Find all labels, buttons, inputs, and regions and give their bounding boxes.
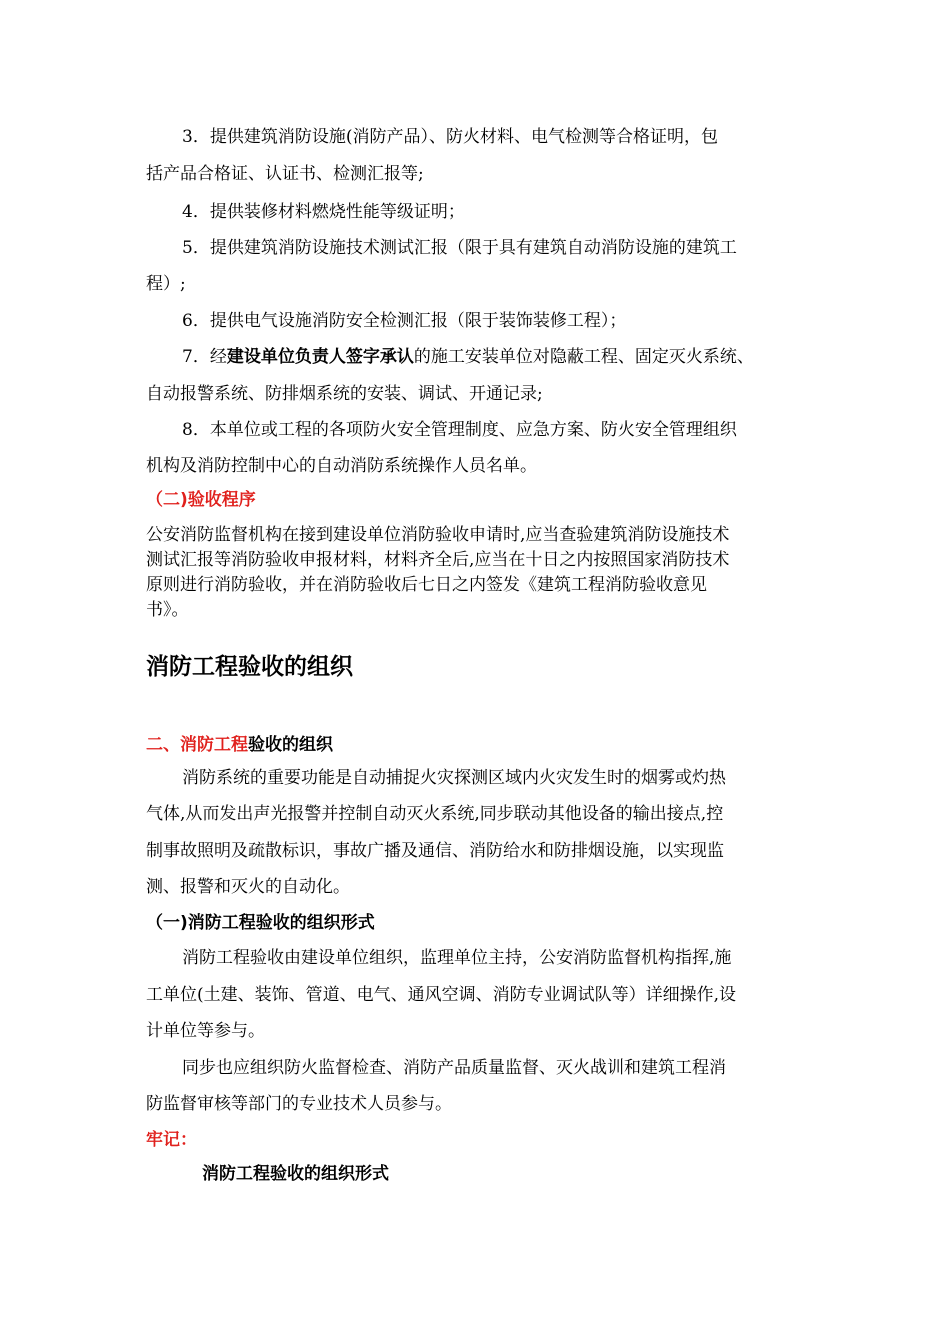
procedure-line-2: 测试汇报等消防验收申报材料，材料齐全后,应当在十日之内按照国家消防技术 [146,550,730,570]
procedure-line-1: 公安消防监督机构在接到建设单位消防验收申请时,应当查验建筑消防设施技术 [146,525,730,545]
list-item-5-line-1: 5．提供建筑消防设施技术测试汇报（限于具有建筑自动消防设施的建筑工 [182,238,737,258]
subsection-one-para1-line-2: 工单位(土建、装饰、管道、电气、通风空调、消防专业调试队等）详细操作,设 [146,985,737,1005]
section-two-para-line-2: 气体,从而发出声光报警并控制自动灭火系统,同步联动其他设备的输出接点,控 [146,804,724,824]
section-procedure-title: （二)验收程序 [146,490,256,510]
list-item-8-line-1: 8．本单位或工程的各项防火安全管理制度、应急方案、防火安全管理组织 [182,420,737,440]
list-item-3-line-2: 括产品合格证、认证书、检测汇报等; [146,164,424,184]
section-two-para-line-1: 消防系统的重要功能是自动捕捉火灾探测区域内火灾发生时的烟雾或灼热 [182,768,726,788]
procedure-line-3: 原则进行消防验收，并在消防验收后七日之内签发《建筑工程消防验收意见 [146,575,707,595]
list-item-7-line-2: 自动报警系统、防排烟系统的安装、调试、开通记录; [146,384,543,404]
list-item-7-suffix: 的施工安装单位对隐蔽工程、固定灭火系统、 [413,347,754,367]
main-heading: 消防工程验收的组织 [146,654,353,680]
subsection-one-para1-line-1: 消防工程验收由建设单位组织，监理单位主持，公安消防监督机构指挥,施 [182,948,732,968]
subsection-one-title: （一)消防工程验收的组织形式 [146,913,375,933]
remember-label: 牢记： [146,1130,197,1150]
section-two-title-red: 二、消防工程 [146,735,248,755]
list-item-8-line-2: 机构及消防控制中心的自动消防系统操作人员名单。 [146,456,537,476]
list-item-6: 6．提供电气设施消防安全检测汇报（限于装饰装修工程）； [182,311,627,331]
remember-item: 消防工程验收的组织形式 [202,1164,389,1184]
procedure-line-4: 书》。 [146,600,189,620]
list-item-7-line-1 [0,346,950,368]
list-item-7-prefix: 7．经 [182,347,227,367]
list-item-3-line-1: 3．提供建筑消防设施(消防产品）、防火材料、电气检测等合格证明，包 [182,127,718,147]
subsection-one-para1-line-3: 计单位等参与。 [146,1021,265,1041]
section-two-para-line-4: 测、报警和灭火的自动化。 [146,877,350,897]
subsection-one-para2-line-2: 防监督审核等部门的专业技术人员参与。 [146,1094,452,1114]
list-item-4: 4．提供装修材料燃烧性能等级证明； [182,202,465,222]
list-item-7-emphasis: 建设单位负责人签字承认 [226,347,414,367]
section-two-title [0,734,950,756]
section-two-para-line-3: 制事故照明及疏散标识，事故广播及通信、消防给水和防排烟设施，以实现监 [146,841,724,861]
list-item-5-line-2: 程）; [146,274,186,294]
subsection-one-para2-line-1: 同步也应组织防火监督检查、消防产品质量监督、灭火战训和建筑工程消 [182,1058,726,1078]
section-two-title-black: 验收的组织 [248,735,333,755]
